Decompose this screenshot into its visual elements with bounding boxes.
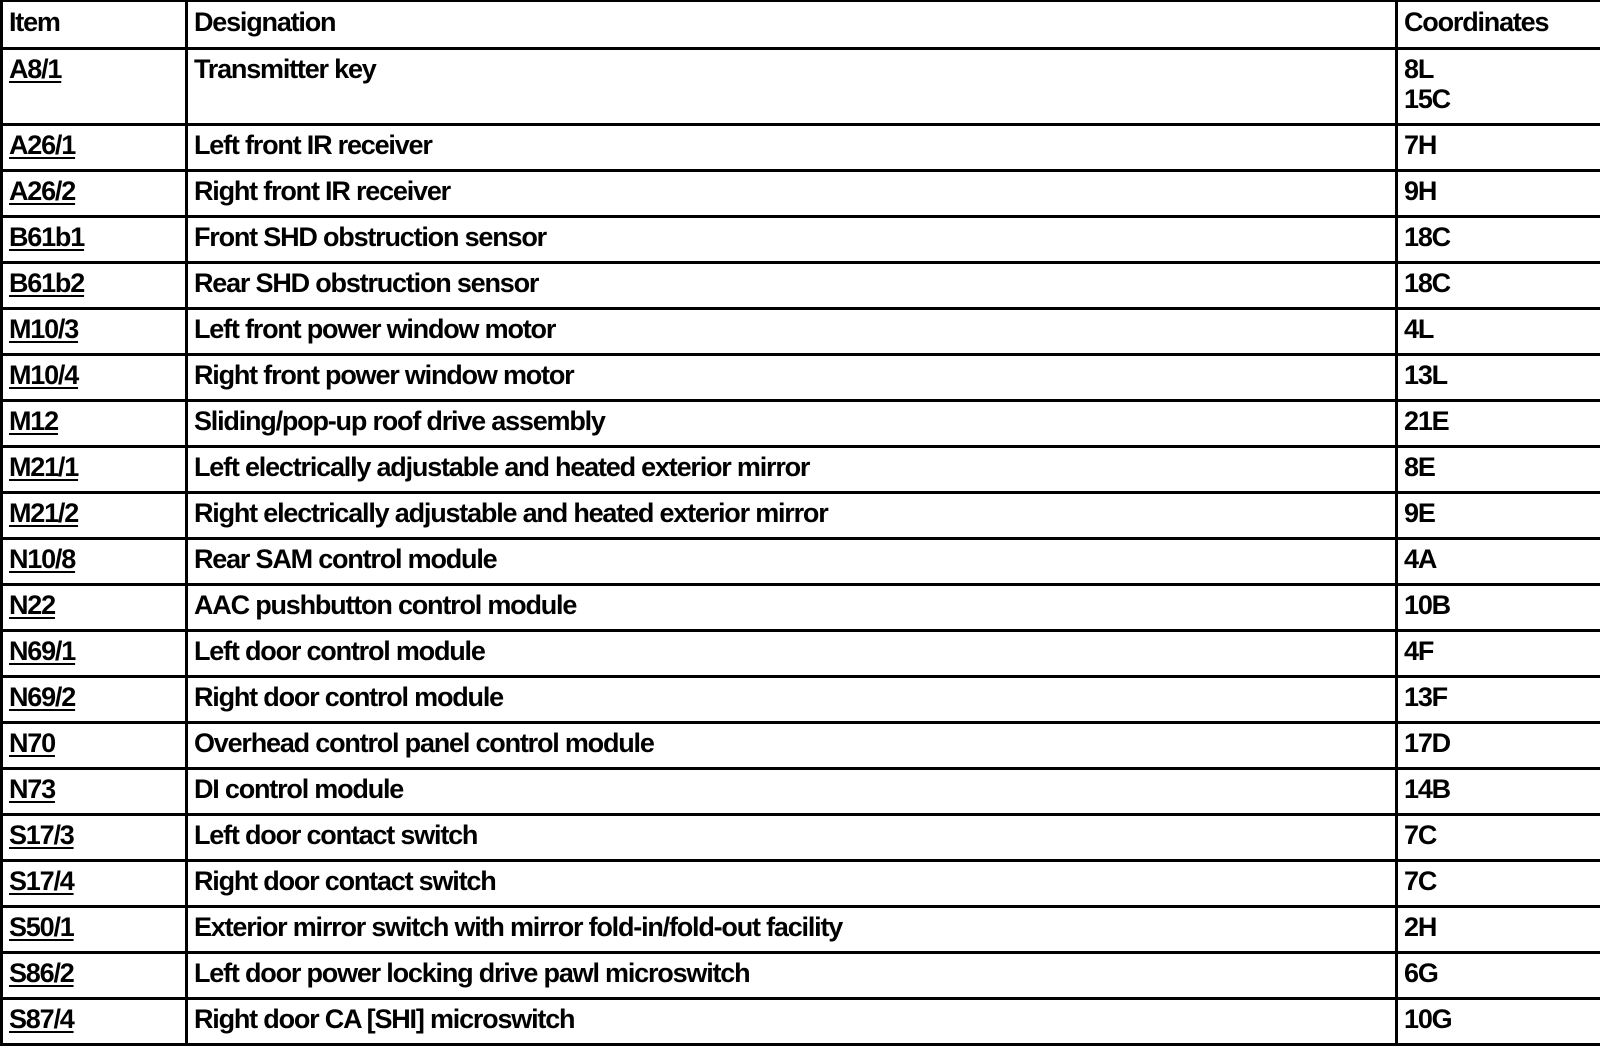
item-cell [2,401,187,447]
item-link[interactable]: A26/1 [9,130,76,160]
item-cell [2,769,187,815]
item-link[interactable]: A8/1 [9,54,62,84]
item-cell [2,999,187,1045]
table-header [2,1,1600,49]
item-cell [2,355,187,401]
item-link[interactable]: M21/1 [9,452,79,482]
coordinates-cell [1397,401,1600,447]
coordinate-value: 14B [1404,774,1450,804]
coordinates-cell [1397,217,1600,263]
designation-cell: Right door CA [SHI] microswitch [187,999,1397,1045]
item-link[interactable]: S17/4 [9,866,74,896]
coordinates-cell [1397,907,1600,953]
table-row [2,769,1600,815]
item-link[interactable]: N69/1 [9,636,76,666]
coordinates-cell [1397,49,1600,125]
item-cell [2,815,187,861]
table-row [2,677,1600,723]
coordinate-value: 21E [1404,406,1449,436]
item-cell [2,539,187,585]
table-body [2,49,1600,1045]
designation-cell: Rear SHD obstruction sensor [187,263,1397,309]
coordinates-cell [1397,125,1600,171]
table-row [2,631,1600,677]
coordinate-value: 8E [1404,452,1435,482]
coordinates-cell [1397,263,1600,309]
designation-cell: Right electrically adjustable and heated exterior mirror [187,493,1397,539]
designation-cell: Front SHD obstruction sensor [187,217,1397,263]
item-link[interactable]: N73 [9,774,55,804]
table-row [2,907,1600,953]
item-cell [2,493,187,539]
item-link[interactable]: S87/4 [9,1004,74,1034]
item-link[interactable]: N10/8 [9,544,76,574]
coordinates-cell [1397,953,1600,999]
coordinate-value: 9E [1404,498,1435,528]
item-link[interactable]: N69/2 [9,682,76,712]
item-cell [2,309,187,355]
table-row [2,999,1600,1045]
item-cell [2,125,187,171]
table-row [2,309,1600,355]
table-row [2,493,1600,539]
coordinate-value: 10G [1404,1004,1452,1034]
item-link[interactable]: B61b1 [9,222,85,252]
table-row [2,217,1600,263]
coordinate-value: 4L [1404,314,1434,344]
item-cell [2,723,187,769]
table-row [2,125,1600,171]
coordinates-cell [1397,493,1600,539]
designation-cell: Left door contact switch [187,815,1397,861]
coordinates-cell [1397,723,1600,769]
coordinate-value: 15C [1404,84,1450,114]
item-cell [2,907,187,953]
table-row [2,263,1600,309]
designation-cell: Left electrically adjustable and heated exterior mirror [187,447,1397,493]
coordinate-value: 9H [1404,176,1437,206]
table-row [2,355,1600,401]
coordinates-cell [1397,769,1600,815]
table-row [2,171,1600,217]
coordinate-value: 4A [1404,544,1437,574]
designation-cell: Right front power window motor [187,355,1397,401]
item-link[interactable]: S86/2 [9,958,74,988]
coordinate-value: 7C [1404,820,1437,850]
item-link[interactable]: S17/3 [9,820,74,850]
designation-cell: Left door control module [187,631,1397,677]
item-cell [2,631,187,677]
item-link[interactable]: N22 [9,590,55,620]
item-cell [2,447,187,493]
item-cell [2,49,187,125]
item-cell [2,585,187,631]
coordinates-cell [1397,447,1600,493]
designation-cell: Left door power locking drive pawl microswitch [187,953,1397,999]
coordinate-value: 17D [1404,728,1450,758]
coordinate-value: 18C [1404,222,1450,252]
designation-cell: Overhead control panel control module [187,723,1397,769]
item-link[interactable]: B61b2 [9,268,85,298]
coordinate-value: 8L [1404,54,1434,84]
designation-cell: Right door contact switch [187,861,1397,907]
item-cell [2,953,187,999]
table-row [2,539,1600,585]
designation-cell: Left front power window motor [187,309,1397,355]
designation-cell: DI control module [187,769,1397,815]
table-row [2,49,1600,125]
item-link[interactable]: M10/3 [9,314,79,344]
designation-cell: Left front IR receiver [187,125,1397,171]
coordinate-value: 10B [1404,590,1450,620]
coordinates-cell [1397,539,1600,585]
item-cell [2,677,187,723]
coordinate-value: 13F [1404,682,1447,712]
table-row [2,953,1600,999]
item-link[interactable]: S50/1 [9,912,74,942]
table-row [2,861,1600,907]
coordinates-cell [1397,999,1600,1045]
item-link[interactable]: A26/2 [9,176,76,206]
item-link[interactable]: M12 [9,406,58,436]
header-item: Item [2,1,187,49]
designation-cell: Sliding/pop-up roof drive assembly [187,401,1397,447]
designation-cell: Right front IR receiver [187,171,1397,217]
table-row [2,401,1600,447]
coordinate-value: 7C [1404,866,1437,896]
coordinate-value: 7H [1404,130,1437,160]
item-cell [2,171,187,217]
designation-cell: Transmitter key [187,49,1397,125]
coordinates-cell [1397,631,1600,677]
header-designation: Designation [187,1,1397,49]
coordinates-cell [1397,309,1600,355]
designation-cell: Exterior mirror switch with mirror fold-in/fold-out facility [187,907,1397,953]
designation-cell: Rear SAM control module [187,539,1397,585]
item-link[interactable]: N70 [9,728,55,758]
coordinate-value: 6G [1404,958,1438,988]
table-row [2,723,1600,769]
header-row [2,1,1600,49]
designation-cell: AAC pushbutton control module [187,585,1397,631]
item-cell [2,217,187,263]
table-row [2,585,1600,631]
designation-cell: Right door control module [187,677,1397,723]
coordinate-value: 4F [1404,636,1434,666]
header-coordinates: Coordinates [1397,1,1600,49]
coordinates-cell [1397,815,1600,861]
table-row [2,447,1600,493]
table-row [2,815,1600,861]
item-cell [2,861,187,907]
coordinate-value: 13L [1404,360,1447,390]
coordinates-cell [1397,585,1600,631]
coordinates-cell [1397,861,1600,907]
coordinates-cell [1397,171,1600,217]
coordinates-cell [1397,355,1600,401]
item-cell [2,263,187,309]
item-link[interactable]: M21/2 [9,498,79,528]
coordinates-cell [1397,677,1600,723]
coordinate-value: 18C [1404,268,1450,298]
item-link[interactable]: M10/4 [9,360,79,390]
coordinate-value: 2H [1404,912,1437,942]
